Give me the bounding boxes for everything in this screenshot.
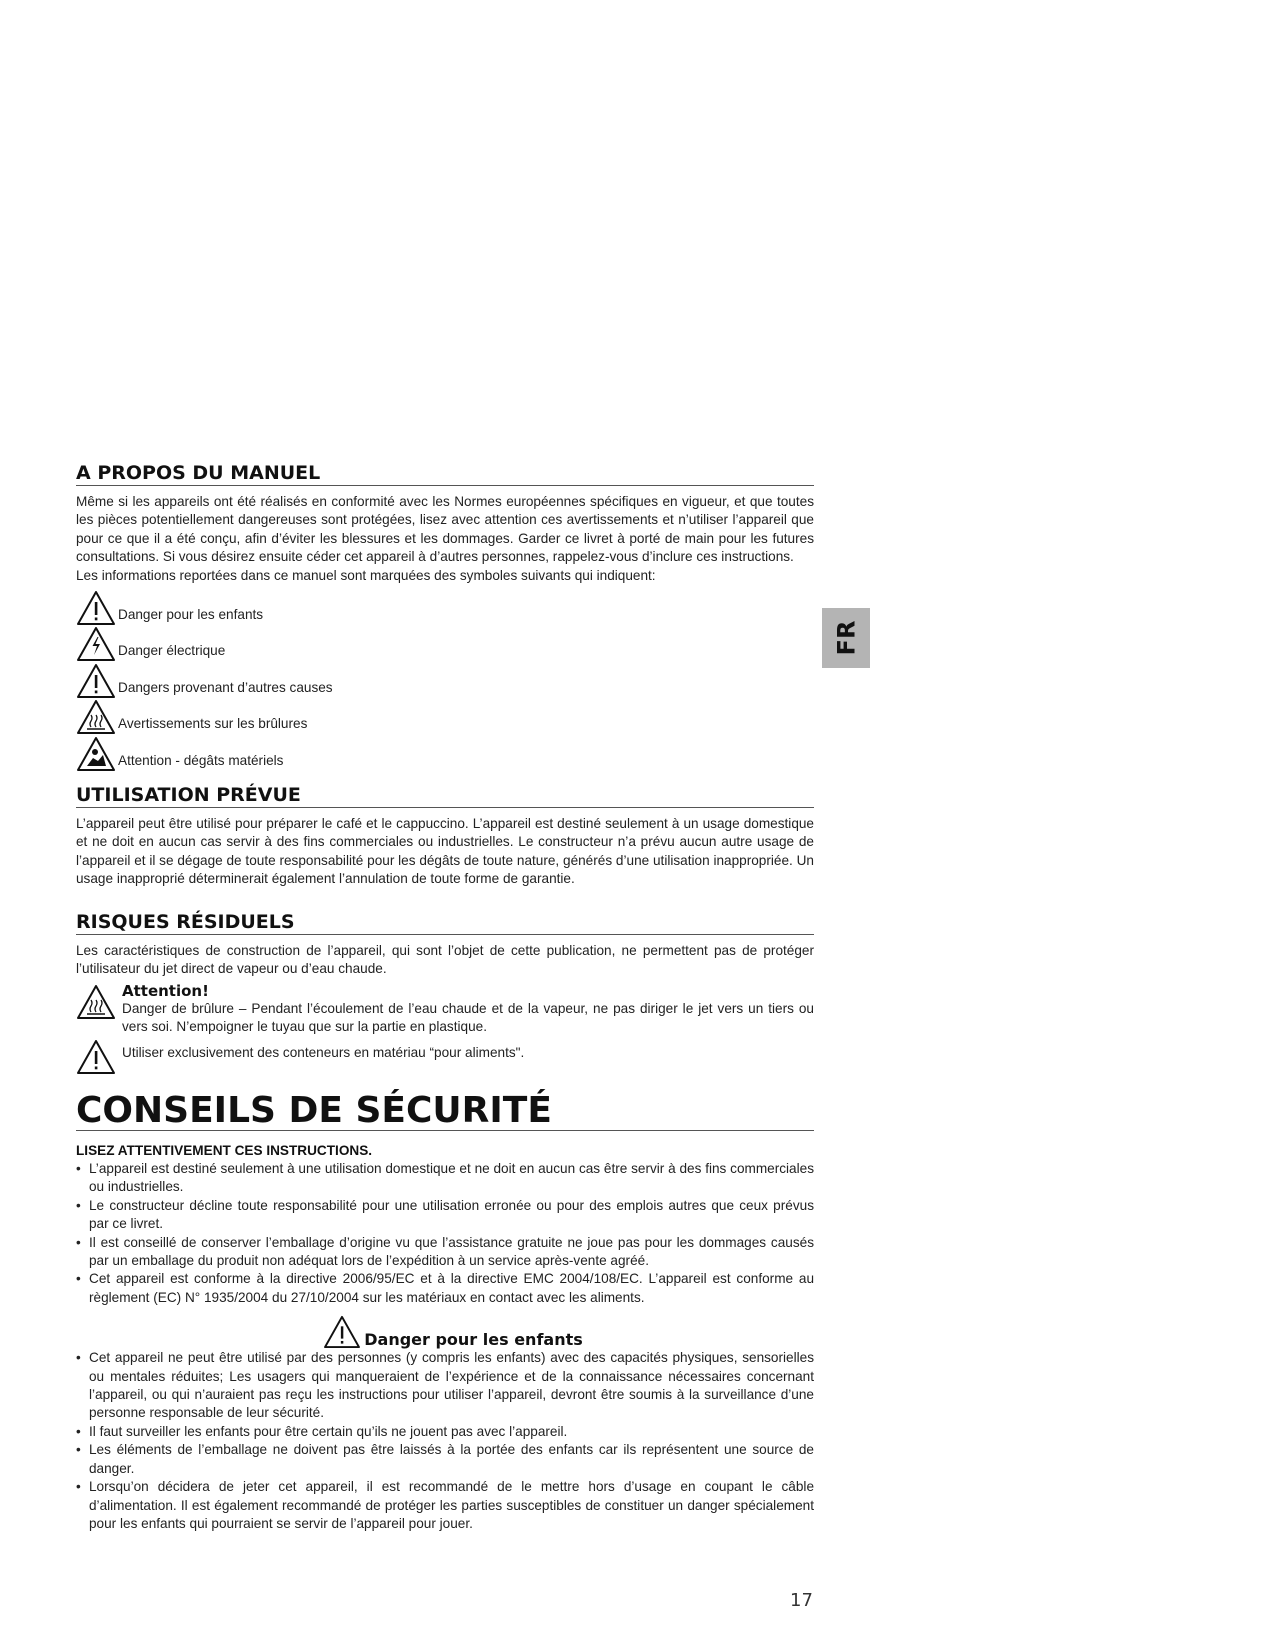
list-item: • Le constructeur décline toute responsabilité pour une utilisation erronée ou pour des emplois autres que ceux prévus par ce livret.	[76, 1197, 814, 1234]
list-item: • Cet appareil ne peut être utilisé par des personnes (y compris les enfants) avec des capacités physiques, sensorielles ou mentales réduites; Les usagers qui manqueraient de l’expérience et de la connaissance nécessaires concernant l’appareil, ou qui n’auraient pas reçu les instructions pour utiliser l’appareil, devront être soumis à la surveillance d’une personne responsable de leur sécurité.	[76, 1349, 814, 1423]
warning-exclamation-icon	[76, 590, 116, 626]
list-item: • Lorsqu’on décidera de jeter cet appareil, il est recommandé de le mettre hors d’usage en coupant le câble d’alimentation. Il est également recommandé de protéger les parties susceptibles de constituer un danger spécialement pour les enfants qui pourraient se servir de l’appareil pour jouer.	[76, 1478, 814, 1533]
safety-section	[76, 1092, 814, 1533]
symbol-label: Danger électrique	[118, 643, 226, 659]
children-list	[76, 1349, 814, 1533]
intended-use-title: UTILISATION PRÉVUE	[76, 784, 814, 808]
symbol-row	[76, 626, 814, 663]
about-paragraph-2: Les informations reportées dans ce manuel sont marquées des symboles suivants qui indiquent:	[76, 567, 656, 583]
intended-use-paragraph: L’appareil peut être utilisé pour préparer le café et le cappuccino. L’appareil est destiné seulement à un usage domestique et ne doit en aucun cas servir à des fins commerciales ou industrielles. Le constructeur n’a prévu aucun autre usage de l’appareil et il se dégage de toute responsabilité pour les dégâts de toute nature, générés d’une utilisation inappropriée. Un usage inapproprié déterminerait également l’annulation de toute forme de garantie.	[76, 816, 814, 887]
list-item: • L’appareil est destiné seulement à une utilisation domestique et ne doit en aucun cas être servir à des fins commerciales ou industrielles.	[76, 1160, 814, 1197]
hot-surface-icon	[76, 699, 116, 735]
symbol-label: Dangers provenant d’autres causes	[118, 679, 333, 695]
list-item: • Cet appareil est conforme à la directive 2006/95/EC et à la directive EMC 2004/108/EC. L’appareil est conforme au règlement (EC) N° 1935/2004 du 27/10/2004 sur les matériaux en contact avec les aliments.	[76, 1270, 814, 1307]
language-tab	[822, 608, 870, 668]
symbol-label: Danger pour les enfants	[118, 606, 264, 622]
list-item: • Il est conseillé de conserver l’emballage d’origine vu que l’assistance gratuite ne joue pas pour les dommages causés par un emballage du produit non adéquat lors de l’expédition à un service après-vente agréé.	[76, 1234, 814, 1271]
residual-risks-paragraph: Les caractéristiques de construction de l’appareil, qui sont l’objet de cette publication, ne permettent pas de protéger l’utilisateur du jet direct de vapeur ou d’eau chaude.	[76, 943, 814, 977]
symbol-row	[76, 735, 814, 772]
material-damage-icon	[76, 736, 116, 772]
symbol-row	[76, 662, 814, 699]
warning-exclamation-icon	[76, 1039, 116, 1075]
symbol-row	[76, 699, 814, 736]
warning-exclamation-icon	[322, 1315, 362, 1349]
electric-danger-icon	[76, 626, 116, 662]
children-heading	[76, 1315, 814, 1349]
attention-block	[76, 982, 814, 1037]
attention-title: Attention!	[122, 981, 209, 1000]
hot-surface-icon	[76, 984, 116, 1020]
children-title: Danger pour les enfants	[364, 1330, 583, 1350]
residual-risks-section	[76, 911, 814, 1075]
warning-exclamation-icon	[76, 663, 116, 699]
about-paragraph: Même si les appareils ont été réalisés en conformité avec les Normes européennes spécifiques en vigueur, et que toutes les pièces potentiellement dangereuses sont protégées, lisez avec attention ces avertissements et n’utiliser l’appareil que pour ce que il a été conçu, afin d’éviter les blessures et les dommages. Garder ce livret à porté de main pour les futures consultations. Si vous désirez ensuite céder cet appareil à d’autres personnes, rappelez-vous d’inclure ces instructions.	[76, 494, 814, 565]
symbol-row	[76, 589, 814, 626]
list-item: • Il faut surveiller les enfants pour être certain qu’ils ne jouent pas avec l’appareil.	[76, 1423, 814, 1441]
residual-risks-title: RISQUES RÉSIDUELS	[76, 911, 814, 935]
about-section	[76, 462, 814, 772]
about-title: A PROPOS DU MANUEL	[76, 462, 814, 486]
safety-title: CONSEILS DE SÉCURITÉ	[76, 1092, 814, 1131]
page-number: 17	[790, 1590, 813, 1611]
symbol-label: Avertissements sur les brûlures	[118, 716, 308, 732]
note-block	[76, 1039, 814, 1075]
safety-subtitle: LISEZ ATTENTIVEMENT CES INSTRUCTIONS.	[76, 1143, 373, 1158]
intended-use-section	[76, 784, 814, 889]
attention-text: Danger de brûlure – Pendant l’écoulement de l’eau chaude et de la vapeur, ne pas diriger le jet vers un tiers ou vers soi. N’empoigner le tuyau que sur la partie en plastique.	[122, 1000, 814, 1035]
note-text: Utiliser exclusivement des conteneurs en matériau “pour aliments".	[122, 1045, 525, 1061]
symbol-list	[76, 589, 814, 772]
symbol-label: Attention - dégâts matériels	[118, 752, 284, 768]
language-tab-label: FR	[832, 620, 860, 656]
list-item: • Les éléments de l’emballage ne doivent pas être laissés à la portée des enfants car ils représentent une source de danger.	[76, 1441, 814, 1478]
safety-list	[76, 1160, 814, 1307]
